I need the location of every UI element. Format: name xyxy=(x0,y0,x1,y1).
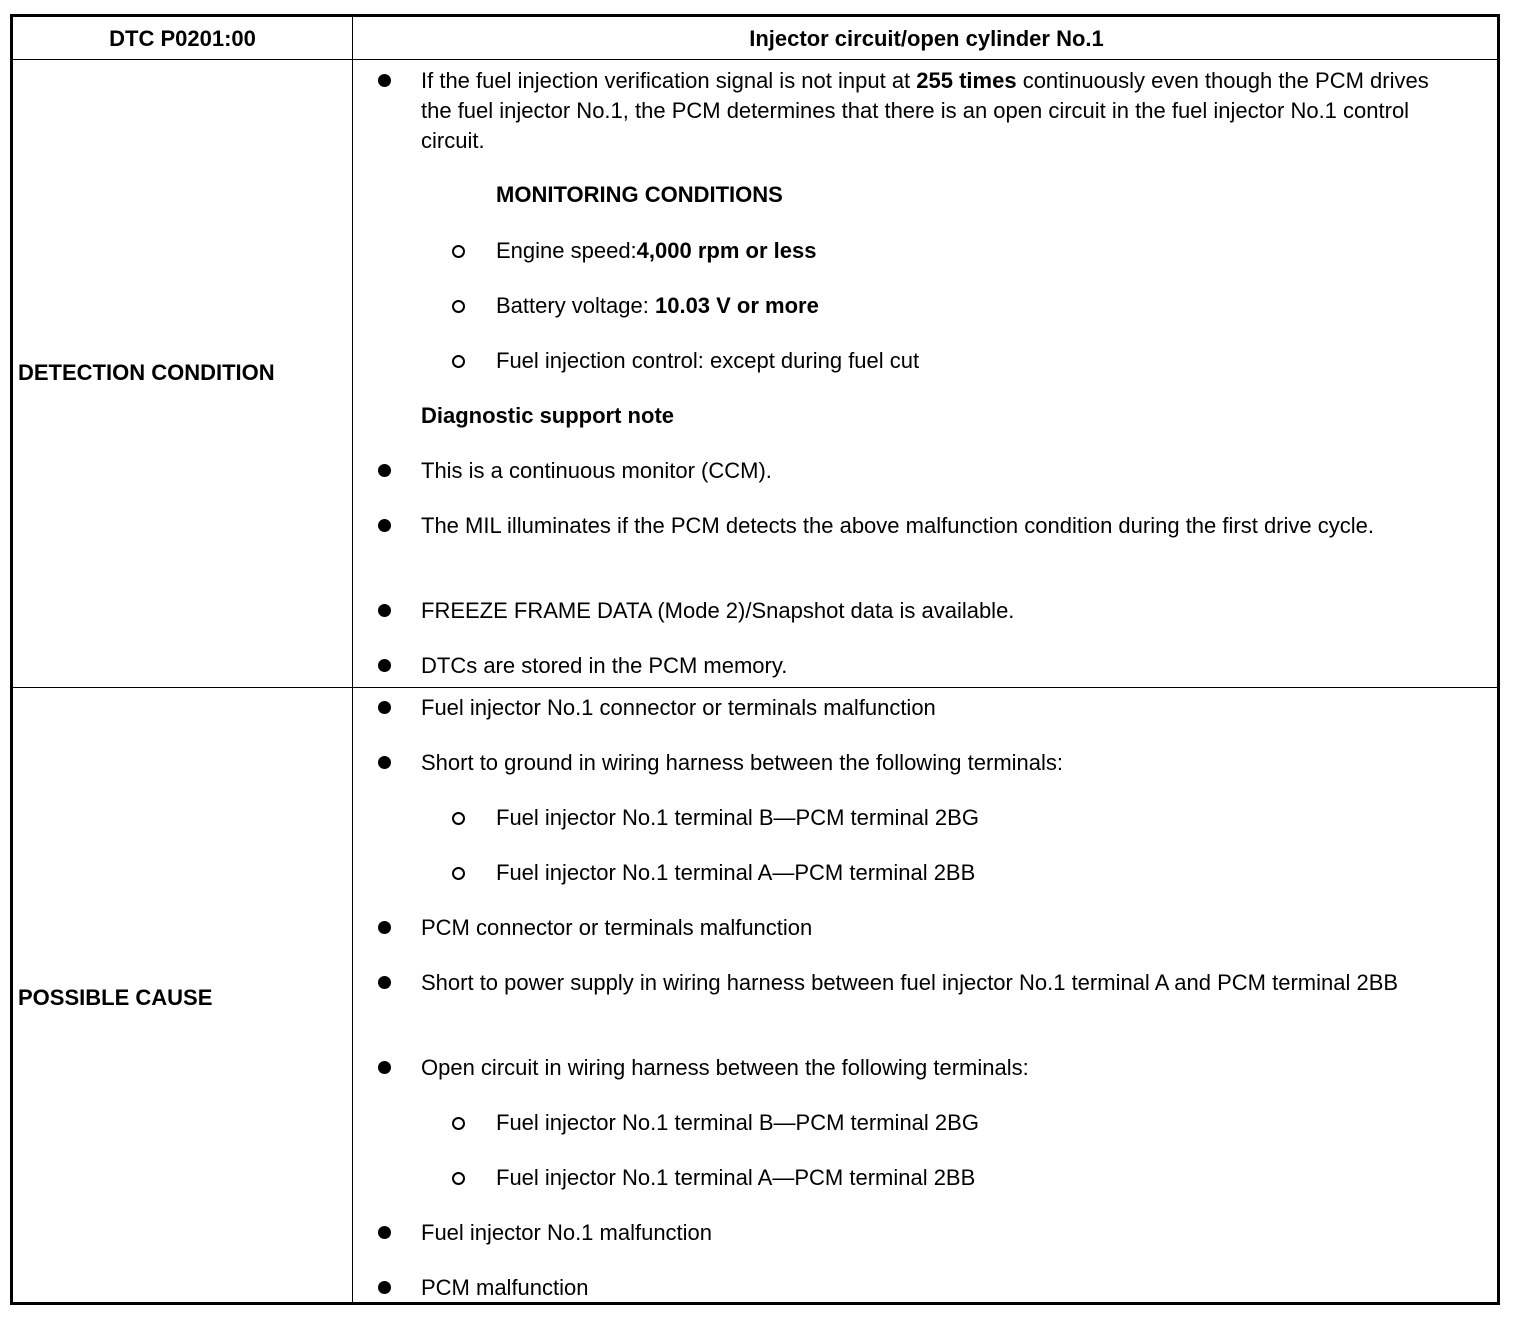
circle-bullet-icon xyxy=(452,1172,465,1185)
row-divider-header xyxy=(13,59,1497,60)
bullet-icon xyxy=(378,464,391,477)
bullet-icon xyxy=(378,1061,391,1074)
bullet-icon xyxy=(378,604,391,617)
bullet-icon xyxy=(378,1281,391,1294)
monitoring-conditions-heading: MONITORING CONDITIONS xyxy=(496,182,783,207)
note-freeze-frame: FREEZE FRAME DATA (Mode 2)/Snapshot data is available. xyxy=(421,598,1015,623)
cause-item: PCM connector or terminals malfunction xyxy=(421,915,813,940)
bullet-icon xyxy=(378,519,391,532)
circle-bullet-icon xyxy=(452,300,465,313)
circle-bullet-icon xyxy=(452,355,465,368)
circle-bullet-icon xyxy=(452,812,465,825)
cause-item: Open circuit in wiring harness between the following terminals: xyxy=(421,1055,1029,1080)
dtc-code-header: DTC P0201:00 xyxy=(109,26,256,51)
note-mil-illuminates: The MIL illuminates if the PCM detects the above malfunction condition during the first drive cycle. xyxy=(421,513,1374,538)
bullet-icon xyxy=(378,756,391,769)
cause-subitem: Fuel injector No.1 terminal B—PCM terminal 2BG xyxy=(496,1110,979,1135)
possible-cause-label: POSSIBLE CAUSE xyxy=(18,985,213,1010)
cause-item: PCM malfunction xyxy=(421,1275,589,1300)
note-continuous-monitor: This is a continuous monitor (CCM). xyxy=(421,458,772,483)
bullet-icon xyxy=(378,659,391,672)
cause-item: Fuel injector No.1 malfunction xyxy=(421,1220,713,1245)
monitoring-fuel-injection-control: Fuel injection control: except during fuel cut xyxy=(496,348,920,373)
circle-bullet-icon xyxy=(452,1117,465,1130)
dtc-title-header: Injector circuit/open cylinder No.1 xyxy=(749,26,1104,51)
cause-subitem: Fuel injector No.1 terminal B—PCM terminal 2BG xyxy=(496,805,979,830)
bullet-icon xyxy=(378,74,391,87)
diagnostic-support-note-heading: Diagnostic support note xyxy=(421,403,674,428)
cause-item: Fuel injector No.1 connector or terminals malfunction xyxy=(421,695,936,720)
cause-item: Short to ground in wiring harness between the following terminals: xyxy=(421,750,1064,775)
cause-subitem: Fuel injector No.1 terminal A—PCM terminal 2BB xyxy=(496,860,976,885)
cause-subitem: Fuel injector No.1 terminal A—PCM terminal 2BB xyxy=(496,1165,976,1190)
cause-item: Short to power supply in wiring harness between fuel injector No.1 terminal A and PCM terminal 2BB xyxy=(421,970,1399,995)
circle-bullet-icon xyxy=(452,245,465,258)
bullet-icon xyxy=(378,921,391,934)
note-dtcs-stored: DTCs are stored in the PCM memory. xyxy=(421,653,788,678)
column-divider xyxy=(352,17,353,1302)
bullet-icon xyxy=(378,976,391,989)
detection-condition-label: DETECTION CONDITION xyxy=(18,360,275,385)
circle-bullet-icon xyxy=(452,867,465,880)
monitoring-battery-voltage: Battery voltage: 10.03 V or more xyxy=(496,293,819,318)
row-divider-cause xyxy=(13,687,1497,688)
monitoring-engine-speed: Engine speed:4,000 rpm or less xyxy=(496,238,817,263)
detection-main-text: If the fuel injection verification signal is not input at 255 times continuously even though the PCM drives the fuel injector No.1, the PCM determines that there is an open circuit in the fuel injector No.1 control circuit. xyxy=(421,68,1429,153)
bullet-icon xyxy=(378,1226,391,1239)
bullet-icon xyxy=(378,701,391,714)
